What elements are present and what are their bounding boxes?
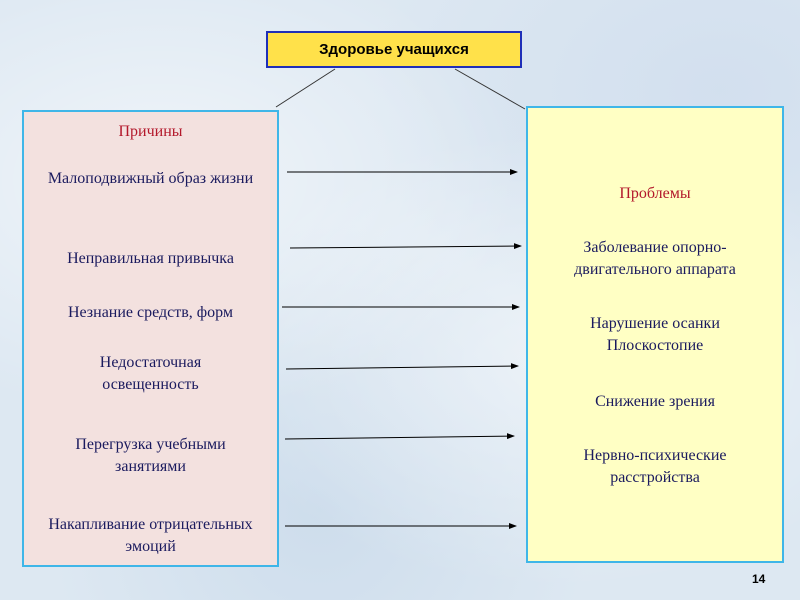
title-box <box>266 31 522 68</box>
arrow-4 <box>286 366 518 369</box>
problems-heading: Проблемы <box>619 185 691 202</box>
title-connector-right <box>455 69 525 109</box>
problems-box <box>526 106 784 563</box>
causes-heading: Причины <box>118 123 183 140</box>
arrow-5 <box>285 436 514 439</box>
title-text: Здоровье учащихся <box>319 41 469 58</box>
cause-item: Перегрузка учебными занятиями <box>75 436 226 475</box>
problem-item: Плоскостопие <box>606 337 704 354</box>
problem-item: Снижение зрения <box>595 393 715 410</box>
cause-item: Малоподвижный образ жизни <box>47 170 254 187</box>
cause-item: Накапливание отрицательных эмоций <box>48 516 253 555</box>
problem-item: Нарушение осанки <box>590 315 720 332</box>
cause-item: Неправильная привычка <box>67 250 234 267</box>
cause-item: Недостаточная освещенность <box>99 354 202 393</box>
problem-item: Нервно-психические расстройства <box>583 447 727 486</box>
title-connector-left <box>276 69 335 107</box>
page-number: 14 <box>752 572 766 586</box>
problem-item: Заболевание опорно-двигательного аппарата <box>574 239 736 278</box>
arrow-2 <box>290 246 521 248</box>
causes-box <box>22 110 279 567</box>
cause-item: Незнание средств, форм <box>67 304 234 321</box>
